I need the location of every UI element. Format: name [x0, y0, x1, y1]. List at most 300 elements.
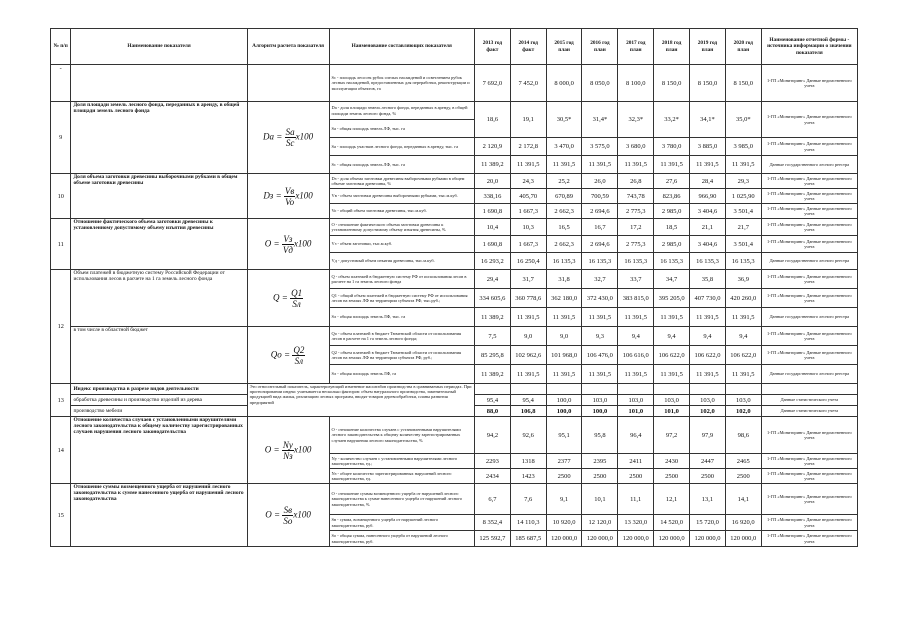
- value-cell: 9,4: [618, 327, 654, 346]
- value-cell: 7 692,0: [474, 65, 510, 102]
- value-cell: 16 135,3: [546, 253, 582, 270]
- indicator-name: Индекс производства в разрезе видов деятельности: [71, 384, 247, 395]
- value-cell: 2 172,8: [510, 138, 546, 156]
- formula-lhs: Da: [263, 131, 275, 142]
- value-cell: 9,3: [582, 327, 618, 346]
- value-cell: 29,4: [474, 270, 510, 289]
- row-number: 9: [51, 102, 71, 174]
- value-cell: 100,0: [546, 406, 582, 417]
- value-cell: 2465: [725, 454, 761, 469]
- value-cell: 2 120,9: [474, 138, 510, 156]
- indicator-name: Отношение количества случаев с установленными нарушителями лесного законодательства к общему количеству зарегистрированных случаев нарушения лесного законодательства: [71, 417, 247, 484]
- formula: Q = $\frac{Q1}{Sл}$: [247, 270, 329, 327]
- value-cell: 2377: [546, 454, 582, 469]
- value-cell: [618, 384, 654, 395]
- value-cell: [510, 384, 546, 395]
- value-cell: 12 120,0: [582, 515, 618, 531]
- value-cell: 97,9: [690, 417, 726, 454]
- value-cell: 8 352,4: [474, 515, 510, 531]
- value-cell: 11 389,2: [474, 308, 510, 327]
- value-cell: 9,4: [690, 327, 726, 346]
- header-year: 2014 год факт: [510, 29, 546, 65]
- value-cell: 2500: [690, 469, 726, 484]
- component-definition: Da - доля площади земель лесного фонда, переданных в аренду, в общей площади земель лесного фонда, %: [329, 102, 474, 120]
- component-definition: Q2 - объем платежей в бюджет Тюменской области от использования лесов на землях ЛФ на территории субъекта РФ, руб.;: [329, 346, 474, 365]
- formula-denominator: Sл: [294, 355, 304, 366]
- value-cell: 16 293,2: [474, 253, 510, 270]
- formula: O = $\frac{Nу}{Nз}$ x100: [247, 417, 329, 484]
- source-cell: 1-ГП «Мониторинг» Данные ведомственного учета: [761, 236, 857, 253]
- component-definition: Nу - количество случаев с установленными нарушителями лесного законодательства, ед.;: [329, 454, 474, 469]
- component-definition: Sa - общая площадь земель ЛФ, тыс. га: [329, 120, 474, 138]
- source-cell: 1-ГП «Мониторинг» Данные ведомственного учета: [761, 174, 857, 189]
- value-cell: 9,4: [654, 327, 690, 346]
- formula-numerator: Sв: [283, 504, 293, 515]
- component-definition: O - отношение суммы возмещенного ущерба от нарушений лесного законодательства к сумме нанесенного ущерба от нарушений лесного законодательства, %: [329, 484, 474, 515]
- value-cell: 10 920,0: [546, 515, 582, 531]
- source-cell: 1-ГП «Мониторинг» Данные ведомственного учета: [761, 454, 857, 469]
- value-cell: 3 404,6: [690, 236, 726, 253]
- value-cell: 101 968,0: [546, 346, 582, 365]
- value-cell: 2 694,6: [582, 204, 618, 219]
- formula-numerator: Sa: [285, 127, 295, 137]
- value-cell: 16 135,3: [725, 253, 761, 270]
- indicator-name: Объем платежей в бюджетную систему Российской Федерации от использования лесов в расчете на 1 га земель лесного фонда: [71, 270, 247, 327]
- value-cell: 16,7: [582, 219, 618, 236]
- header-year: 2013 год факт: [474, 29, 510, 65]
- formula-denominator: Vo: [285, 196, 295, 207]
- value-cell: 2500: [725, 469, 761, 484]
- value-cell: 11 391,5: [725, 156, 761, 174]
- value-cell: 185 687,5: [510, 531, 546, 547]
- value-cell: 9,0: [546, 327, 582, 346]
- value-cell: 29,3: [725, 174, 761, 189]
- value-cell: 1 690,8: [474, 204, 510, 219]
- formula-lhs: O: [264, 444, 272, 455]
- value-cell: 106,8: [510, 406, 546, 417]
- value-cell: 18,6: [474, 102, 510, 138]
- value-cell: 98,6: [725, 417, 761, 454]
- value-cell: 3 985,0: [725, 138, 761, 156]
- source-cell: 1-ГП «Мониторинг» Данные ведомственного учета: [761, 515, 857, 531]
- component-definition: Q1 - общий объем платежей в бюджетную систему РФ от использования лесов на землях ЛФ на территории субъекта РФ, тыс.руб.;: [329, 289, 474, 308]
- value-cell: 26,8: [618, 174, 654, 189]
- source-cell: 1-ГП «Мониторинг» Данные ведомственного учета: [761, 102, 857, 138]
- sub-indicator-name: в том числе в областной бюджет: [71, 327, 247, 384]
- value-cell: 11 391,5: [654, 156, 690, 174]
- value-cell: 13 320,0: [618, 515, 654, 531]
- value-cell: 27,6: [654, 174, 690, 189]
- indicator-row-15: [51, 484, 858, 515]
- component-definition: Q - объем платежей в бюджетную систему РФ от использования лесов в расчете на 1 га земель лесного фонда: [329, 270, 474, 289]
- value-cell: 120 000,0: [582, 531, 618, 547]
- formula-lhs: Dз: [263, 190, 274, 201]
- value-cell: 11 391,5: [546, 365, 582, 384]
- value-cell: 338,16: [474, 189, 510, 204]
- value-cell: [474, 384, 510, 395]
- value-cell: 16,5: [546, 219, 582, 236]
- value-cell: 103,0: [690, 395, 726, 406]
- row-number: -: [51, 65, 71, 102]
- source-cell: 1-ГП «Мониторинг» Данные ведомственного учета: [761, 417, 857, 454]
- value-cell: [582, 384, 618, 395]
- formula-multiplier: x100: [295, 190, 313, 201]
- sub-indicator-row: [51, 327, 858, 346]
- value-cell: 32,7: [582, 270, 618, 289]
- source-cell: 1-ГП «Мониторинг» Данные ведомственного учета: [761, 469, 857, 484]
- value-cell: 95,8: [582, 417, 618, 454]
- algorithm-cell: [247, 65, 329, 102]
- value-cell: 2395: [582, 454, 618, 469]
- indicator-name: Отношение суммы возмещенного ущерба от нарушений лесного законодательства к сумме нанесенного ущерба от нарушений лесного законодательства: [71, 484, 247, 547]
- header-year: 2016 год план: [582, 29, 618, 65]
- value-cell: 360 778,6: [510, 289, 546, 308]
- value-cell: 32,3*: [618, 102, 654, 138]
- component-definition: Sл - общая площадь земель ЛФ, га: [329, 365, 474, 384]
- indicator-name: Доля площади земель лесного фонда, переданных в аренду, в общей площади земель лесного фонда: [71, 102, 247, 174]
- formula-numerator: Nу: [282, 439, 293, 450]
- value-cell: 11 391,5: [690, 365, 726, 384]
- header-algorithm: Алгоритм расчета показателя: [247, 29, 329, 65]
- header-year: 2018 год план: [654, 29, 690, 65]
- formula-multiplier: x100: [295, 131, 314, 142]
- value-cell: 670,89: [546, 189, 582, 204]
- value-cell: 2 985,0: [654, 236, 690, 253]
- value-cell: 13,1: [690, 484, 726, 515]
- source-cell: 1-ГП «Мониторинг» Данные ведомственного учета: [761, 484, 857, 515]
- formula-multiplier: x100: [293, 238, 312, 249]
- source-cell: 1-ГП «Мониторинг» Данные ведомственного учета: [761, 65, 857, 102]
- value-cell: 420 260,0: [725, 289, 761, 308]
- header-name: Наименование показателя: [71, 29, 247, 65]
- value-cell: 16 135,3: [654, 253, 690, 270]
- value-cell: 88,0: [474, 406, 510, 417]
- component-definition: Vo - общий объем заготовки древесины, тыс.м.куб.: [329, 204, 474, 219]
- value-cell: 11 391,5: [725, 365, 761, 384]
- value-cell: 34,1*: [690, 102, 726, 138]
- value-cell: 92,6: [510, 417, 546, 454]
- value-cell: 8 100,0: [618, 65, 654, 102]
- component-definition: Sa - площадь участков лесного фонда, переданных в аренду, тыс. га: [329, 138, 474, 156]
- value-cell: 8 000,0: [546, 65, 582, 102]
- value-cell: 85 295,8: [474, 346, 510, 365]
- component-definition: Sc - площадь лесосек рубок спелых насаждений и осветлением рубок лесных насаждений, предоставленных для переработки, реконструкции и эксплуатации объектов, га: [329, 65, 474, 102]
- value-cell: 95,4: [510, 395, 546, 406]
- formula-multiplier: x100: [293, 509, 311, 520]
- component-definition: O - отношение количества случаев с установленными нарушителями лесного законодательства к общему количеству зарегистрированных случаев нарушения лесного законодательства, %: [329, 417, 474, 454]
- value-cell: 8 050,0: [582, 65, 618, 102]
- value-cell: 34,7: [654, 270, 690, 289]
- row-number: 15: [51, 484, 71, 547]
- indicator-name: Отношение фактического объема заготовки древесины к установленному допустимому объему изъятия древесины: [71, 219, 247, 270]
- value-cell: 8 150,0: [690, 65, 726, 102]
- source-cell: 1-ГП «Мониторинг» Данные ведомственного учета: [761, 531, 857, 547]
- value-cell: 11 391,5: [618, 308, 654, 327]
- value-cell: 106 622,0: [654, 346, 690, 365]
- source-cell: Данные государственного лесного реестра: [761, 156, 857, 174]
- component-definition: Nз - общее количество зарегистрированных нарушений лесного законодательства, ед.: [329, 469, 474, 484]
- value-cell: 35,8: [690, 270, 726, 289]
- value-cell: 2500: [546, 469, 582, 484]
- value-cell: 16 135,3: [690, 253, 726, 270]
- formula-fraction: [292, 345, 305, 366]
- value-cell: 31,4*: [582, 102, 618, 138]
- value-cell: 120 000,0: [725, 531, 761, 547]
- value-cell: 11 391,5: [582, 156, 618, 174]
- header-row: [51, 29, 858, 65]
- value-cell: 103,0: [582, 395, 618, 406]
- source-cell: 1-ГП «Мониторинг» Данные ведомственного учета: [761, 289, 857, 308]
- source-cell: Данные государственного лесного реестра: [761, 308, 857, 327]
- value-cell: 106 476,0: [582, 346, 618, 365]
- source-cell: 1-ГП «Мониторинг» Данные ведомственного учета: [761, 346, 857, 365]
- header-components: Наименование составляющих показателя: [329, 29, 474, 65]
- value-cell: 2 662,3: [546, 236, 582, 253]
- component-definition: Это относительный показатель, характеризующий изменение масштабов производства в сравниваемых периодах. При прогнозировании индекс учитывается несколько факторов: объем натурального производства, заменительный продукцией вида жилья, реализацию лесных программ, вводят товаров деревообработки, планы развития предприятий: [247, 384, 474, 417]
- value-cell: 14,1: [725, 484, 761, 515]
- value-cell: 103,0: [654, 395, 690, 406]
- source-cell: [761, 384, 857, 395]
- value-cell: 28,4: [690, 174, 726, 189]
- value-cell: 383 815,0: [618, 289, 654, 308]
- source-cell: Данные статистического учета: [761, 406, 857, 417]
- value-cell: 11 391,5: [510, 308, 546, 327]
- row-number: 14: [51, 417, 71, 484]
- value-cell: 33,2*: [654, 102, 690, 138]
- value-cell: 11 391,5: [510, 156, 546, 174]
- formula-fraction: [282, 234, 294, 255]
- value-cell: 17,2: [618, 219, 654, 236]
- value-cell: 26,0: [582, 174, 618, 189]
- value-cell: 120 000,0: [690, 531, 726, 547]
- header-year: 2017 год план: [618, 29, 654, 65]
- value-cell: 2430: [654, 454, 690, 469]
- formula-multiplier: x100: [293, 444, 312, 455]
- value-cell: 10,4: [474, 219, 510, 236]
- value-cell: 33,7: [618, 270, 654, 289]
- value-cell: 9,1: [546, 484, 582, 515]
- value-cell: 30,5*: [546, 102, 582, 138]
- value-cell: 24,3: [510, 174, 546, 189]
- value-cell: 9,4: [725, 327, 761, 346]
- formula-numerator: Q1: [291, 287, 303, 298]
- source-cell: 1-ГП «Мониторинг» Данные ведомственного учета: [761, 189, 857, 204]
- value-cell: 94,2: [474, 417, 510, 454]
- formula: O = $\frac{Sв}{Sо}$ x100: [247, 484, 329, 547]
- value-cell: 3 780,0: [654, 138, 690, 156]
- formula-fraction: [282, 505, 293, 526]
- sub-indicator-name: производство мебели: [71, 406, 247, 417]
- indicators-table: [50, 28, 858, 547]
- value-cell: 405,70: [510, 189, 546, 204]
- value-cell: 101,0: [654, 406, 690, 417]
- value-cell: 120 000,0: [654, 531, 690, 547]
- value-cell: 2447: [690, 454, 726, 469]
- continuation-row: [51, 65, 858, 102]
- formula-denominator: Vд: [282, 244, 293, 255]
- value-cell: 14 520,0: [654, 515, 690, 531]
- header-source: Наименование отчетной формы - источника информации о значении показателя: [761, 29, 857, 65]
- value-cell: 16 920,0: [725, 515, 761, 531]
- value-cell: 103,0: [618, 395, 654, 406]
- value-cell: 18,5: [654, 219, 690, 236]
- component-definition: Vз - объем заготовки, тыс.м.куб.: [329, 236, 474, 253]
- value-cell: 2500: [618, 469, 654, 484]
- formula: Da = $\frac{Sa}{Sc}$ x100: [247, 102, 329, 174]
- source-cell: 1-ГП «Мониторинг» Данные ведомственного учета: [761, 219, 857, 236]
- value-cell: 21,1: [690, 219, 726, 236]
- value-cell: 102 962,6: [510, 346, 546, 365]
- value-cell: 101,0: [618, 406, 654, 417]
- indicator-row-14: [51, 417, 858, 454]
- header-num: № п/п: [51, 29, 71, 65]
- value-cell: 11 391,5: [690, 156, 726, 174]
- value-cell: 95,4: [474, 395, 510, 406]
- component-definition: Vв - объем заготовки древесины выборочными рубками, тыс.м.куб.: [329, 189, 474, 204]
- value-cell: 97,2: [654, 417, 690, 454]
- formula-lhs: Q: [273, 292, 280, 303]
- value-cell: 372 430,0: [582, 289, 618, 308]
- value-cell: 8 150,0: [725, 65, 761, 102]
- formula-fraction: [282, 440, 294, 461]
- indicator-name: Доля объема заготовки древесины выборочными рубками в общем объеме заготовки древесины: [71, 174, 247, 219]
- component-definition: Dз - доля объема заготовки древесины выборочными рубками в общем объеме заготовки древесины, %: [329, 174, 474, 189]
- value-cell: 16 135,3: [618, 253, 654, 270]
- value-cell: 31,8: [546, 270, 582, 289]
- value-cell: 2 662,3: [546, 204, 582, 219]
- value-cell: 106 622,0: [690, 346, 726, 365]
- value-cell: 2434: [474, 469, 510, 484]
- value-cell: 16 135,3: [582, 253, 618, 270]
- value-cell: 1 690,8: [474, 236, 510, 253]
- formula-lhs: O: [264, 238, 272, 249]
- component-definition: Sв - сумма, возмещенного ущерба от нарушений лесного законодательства, руб.: [329, 515, 474, 531]
- value-cell: 11 389,2: [474, 156, 510, 174]
- value-cell: 11,1: [618, 484, 654, 515]
- value-cell: 334 605,6: [474, 289, 510, 308]
- value-cell: 2411: [618, 454, 654, 469]
- row-number: 12: [51, 270, 71, 384]
- value-cell: 102,0: [690, 406, 726, 417]
- value-cell: 395 205,0: [654, 289, 690, 308]
- value-cell: 14 110,3: [510, 515, 546, 531]
- value-cell: 11 391,5: [582, 308, 618, 327]
- formula-fraction: [285, 127, 296, 148]
- value-cell: 1 667,3: [510, 204, 546, 219]
- indicator-name: [71, 65, 247, 102]
- value-cell: 2 694,6: [582, 236, 618, 253]
- value-cell: 2293: [474, 454, 510, 469]
- value-cell: 3 575,0: [582, 138, 618, 156]
- value-cell: 100,0: [582, 406, 618, 417]
- value-cell: 36,9: [725, 270, 761, 289]
- component-definition: O - отношение фактического объема заготовки древесины к установленному допустимому объему изъятия древесины, %: [329, 219, 474, 236]
- formula-lhs: Qo: [270, 349, 282, 360]
- formula-numerator: Vв: [284, 185, 295, 196]
- value-cell: 6,7: [474, 484, 510, 515]
- formula-numerator: Vз: [283, 233, 293, 244]
- value-cell: [690, 384, 726, 395]
- value-cell: 16 250,4: [510, 253, 546, 270]
- value-cell: 3 501,4: [725, 204, 761, 219]
- value-cell: 3 470,0: [546, 138, 582, 156]
- value-cell: 2 775,3: [618, 236, 654, 253]
- formula-denominator: Sл: [292, 298, 301, 309]
- source-cell: 1-ГП «Мониторинг» Данные ведомственного учета: [761, 327, 857, 346]
- value-cell: 1423: [510, 469, 546, 484]
- value-cell: 21,7: [725, 219, 761, 236]
- value-cell: 25,2: [546, 174, 582, 189]
- component-definition: Vд - допустимый объем изъятия древесины, тыс.м.куб.: [329, 253, 474, 270]
- source-cell: Данные государственного лесного реестра: [761, 365, 857, 384]
- formula-denominator: Sc: [285, 138, 295, 148]
- formula: Dз = $\frac{Vв}{Vo}$ x100: [247, 174, 329, 219]
- value-cell: 743,78: [618, 189, 654, 204]
- value-cell: 3 404,6: [690, 204, 726, 219]
- value-cell: 11 391,5: [546, 156, 582, 174]
- value-cell: 407 730,0: [690, 289, 726, 308]
- value-cell: 2 985,0: [654, 204, 690, 219]
- formula-numerator: Q2: [293, 344, 305, 355]
- value-cell: 3 501,4: [725, 236, 761, 253]
- value-cell: 11 391,5: [654, 308, 690, 327]
- value-cell: 11 391,5: [510, 365, 546, 384]
- value-cell: 31,7: [510, 270, 546, 289]
- value-cell: 103,0: [725, 395, 761, 406]
- value-cell: 1 667,3: [510, 236, 546, 253]
- value-cell: 20,0: [474, 174, 510, 189]
- component-definition: Sл - общая площадь земель ЛФ, тыс. га: [329, 308, 474, 327]
- value-cell: [654, 384, 690, 395]
- source-cell: Данные государственного лесного реестра: [761, 253, 857, 270]
- value-cell: 7,5: [474, 327, 510, 346]
- value-cell: 12,1: [654, 484, 690, 515]
- value-cell: 2500: [582, 469, 618, 484]
- value-cell: 95,1: [546, 417, 582, 454]
- sub-indicator-name: обработка древесины и производство изделий из дерева: [71, 395, 247, 406]
- value-cell: [546, 384, 582, 395]
- value-cell: 19,1: [510, 102, 546, 138]
- formula: Qo = $\frac{Q2}{Sл}$: [247, 327, 329, 384]
- value-cell: 700,59: [582, 189, 618, 204]
- value-cell: 823,86: [654, 189, 690, 204]
- value-cell: 11 391,5: [546, 308, 582, 327]
- formula-fraction: [284, 186, 295, 207]
- source-cell: 1-ГП «Мониторинг» Данные ведомственного учета: [761, 270, 857, 289]
- value-cell: 3 680,0: [618, 138, 654, 156]
- value-cell: [725, 384, 761, 395]
- value-cell: 125 592,7: [474, 531, 510, 547]
- value-cell: 2500: [654, 469, 690, 484]
- value-cell: 100,0: [546, 395, 582, 406]
- value-cell: 11 391,5: [690, 308, 726, 327]
- value-cell: 1 025,90: [725, 189, 761, 204]
- indicator-row-10: [51, 174, 858, 189]
- value-cell: 10,1: [582, 484, 618, 515]
- value-cell: 7,6: [510, 484, 546, 515]
- value-cell: 120 000,0: [618, 531, 654, 547]
- formula-lhs: O: [265, 509, 272, 520]
- value-cell: 15 720,0: [690, 515, 726, 531]
- value-cell: 2 775,3: [618, 204, 654, 219]
- value-cell: 11 391,5: [582, 365, 618, 384]
- formula-fraction: [290, 288, 303, 309]
- component-definition: Qo - объем платежей в бюджет Тюменской области от использования лесов в расчете на 1 га земель лесного фонда;: [329, 327, 474, 346]
- indicator-row-11: [51, 219, 858, 236]
- source-cell: 1-ГП «Мониторинг» Данные ведомственного учета: [761, 204, 857, 219]
- value-cell: 1318: [510, 454, 546, 469]
- value-cell: 8 150,0: [654, 65, 690, 102]
